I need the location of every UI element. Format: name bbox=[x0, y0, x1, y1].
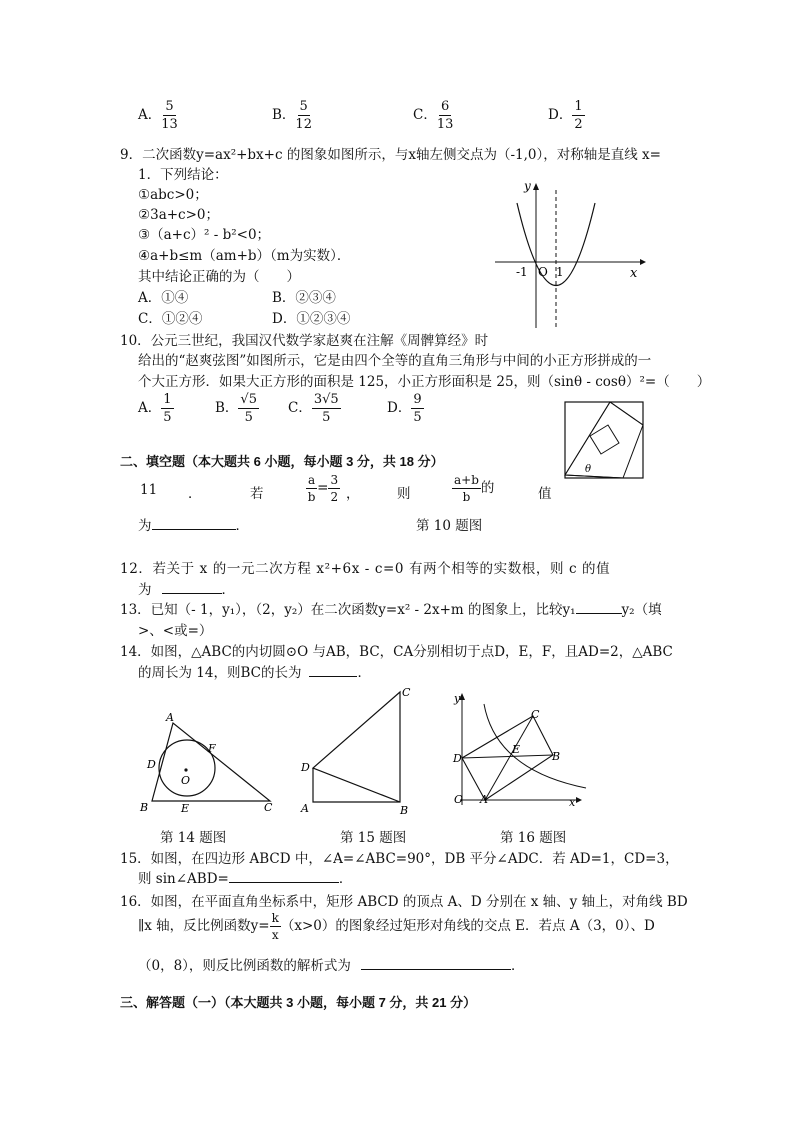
q9-parabola-graph bbox=[490, 178, 650, 338]
small-square bbox=[590, 425, 619, 454]
q9-option-d: D．①②③④ bbox=[272, 311, 351, 327]
fig14-label-E: E bbox=[181, 802, 190, 815]
fig16-caption: 第 16 题图 bbox=[500, 830, 567, 846]
q10-option-a: A． $\frac{1}{5}$ bbox=[138, 392, 172, 425]
fig15-label-A: A bbox=[301, 802, 309, 815]
fig16-label-B: B bbox=[552, 750, 561, 763]
q10-option-b: B． $\frac{√5}{5}$ bbox=[215, 392, 257, 425]
tick-1: 1 bbox=[556, 265, 564, 279]
q10-option-c: C． $\frac{3√5}{5}$ bbox=[288, 392, 339, 425]
q11-zhi: 值 bbox=[538, 486, 552, 502]
q9-option-c: C．①②④ bbox=[138, 311, 203, 327]
q11-answer-line: 为 ． bbox=[138, 518, 249, 534]
q11-comma: ， bbox=[346, 486, 360, 502]
q8-option-c: C． $\frac{6}{13}$ bbox=[413, 99, 454, 132]
section-3-heading: 三、解答题（一）（本大题共 3 小题，每小题 7 分，共 21 分） bbox=[120, 995, 477, 1010]
fig16-label-D: D bbox=[453, 752, 462, 765]
y-label: y bbox=[524, 179, 531, 193]
quadrilateral-abcd bbox=[313, 692, 400, 802]
q12-answer-line: 为 ． bbox=[138, 582, 235, 598]
q9-line2: 1．下列结论： bbox=[138, 167, 228, 183]
theta-label: θ bbox=[585, 464, 592, 475]
q8-option-b: B． $\frac{5}{12}$ bbox=[272, 99, 312, 132]
x-axis-arrow bbox=[576, 797, 582, 803]
incircle bbox=[159, 740, 215, 796]
fig16-label-O: O bbox=[454, 793, 464, 806]
q16-line1: 16．如图，在平面直角坐标系中，矩形 ABCD 的顶点 A、D 分别在 x 轴、y 轴上，对角线 BD bbox=[120, 894, 688, 910]
fig15-quadrilateral bbox=[298, 684, 418, 817]
q10-line1: 10．公元三世纪，我国汉代数学家赵爽在注解《周髀算经》时 bbox=[120, 333, 489, 349]
q9-option-b: B．②③④ bbox=[272, 290, 336, 306]
fig15-label-D: D bbox=[301, 761, 310, 774]
y-axis-arrow bbox=[533, 183, 539, 190]
q10-line2: 给出的“赵爽弦图”如图所示，它是由四个全等的直角三角形与中间的小正方形拼成的一 bbox=[138, 353, 652, 369]
q14-line2: 的周长为 14，则BC的长为 ． bbox=[138, 665, 371, 681]
q9-line1: 9．二次函数y=ax²+bx+c 的图象如图所示，与x轴左侧交点为（-1,0），对称轴是直线 x= bbox=[120, 147, 661, 163]
q15-answer-line: 则 sin∠ABD= ． bbox=[138, 871, 353, 887]
q9-ask: 其中结论正确的为（ ） bbox=[138, 269, 300, 285]
q11-target-expression: $\frac{a+b}{b}$ 的 bbox=[454, 473, 495, 504]
q16-answer-line: （0，8），则反比例函数的解析式为 ． bbox=[138, 958, 525, 974]
q9-statement-4: ④a+b≤m（am+b）（m为实数）． bbox=[138, 248, 351, 264]
fig14-label-C: C bbox=[264, 801, 273, 814]
q11-dot: ． bbox=[188, 486, 202, 502]
q13-line2: >、<或=） bbox=[138, 623, 213, 639]
origin-label: O bbox=[538, 265, 548, 279]
fig16-label-x: x bbox=[569, 796, 576, 809]
q10-zhao-shuang-diagram bbox=[563, 400, 645, 480]
fig16-label-A: A bbox=[480, 793, 488, 806]
section-2-heading: 二、填空题（本大题共 6 小题，每小题 3 分，共 18 分） bbox=[120, 454, 444, 469]
q12-line1: 12．若关于 x 的一元二次方程 x²+6x - c=0 有两个相等的实数根，则 c 的值 bbox=[120, 561, 611, 577]
x-label: x bbox=[630, 266, 638, 281]
fig15-label-C: C bbox=[402, 686, 411, 699]
q10-option-d: D． $\frac{9}{5}$ bbox=[387, 392, 422, 425]
q11-number: 11 bbox=[140, 482, 158, 498]
q10-line3: 个大正方形．如果大正方形的面积是 125，小正方形面积是 25，则（sinθ - cosθ）²=（ ） bbox=[138, 374, 711, 390]
fig16-label-E: E bbox=[512, 743, 521, 756]
inner-tilted-square bbox=[565, 402, 643, 478]
q11-ruo: 若 bbox=[250, 486, 264, 502]
q8-option-d: D． $\frac{1}{2}$ bbox=[548, 99, 583, 132]
large-square bbox=[565, 402, 643, 478]
q11-ze: 则 bbox=[397, 486, 411, 502]
fig16-rectangle-hyperbola bbox=[448, 690, 588, 815]
q13-line1: 13．已知（- 1，y₁），（2，y₂）在二次函数y=x² - 2x+m 的图象上，比较y₁ y₂（填 bbox=[120, 602, 662, 618]
center-point bbox=[184, 768, 187, 771]
fig14-label-B: B bbox=[140, 801, 149, 814]
q10-caption: 第 10 题图 bbox=[416, 518, 483, 534]
fig15-label-B: B bbox=[400, 804, 409, 817]
diagonal-bd bbox=[462, 755, 553, 758]
x-axis-arrow bbox=[640, 259, 646, 265]
fig16-label-C: C bbox=[531, 708, 540, 721]
q9-option-a: A．①④ bbox=[138, 290, 189, 306]
q9-statement-1: ①abc>0； bbox=[138, 187, 208, 203]
fig14-label-O: O bbox=[181, 774, 191, 787]
q8-option-a: A． $\frac{5}{13}$ bbox=[138, 99, 178, 132]
q9-statement-3: ③（a+c）² - b²<0； bbox=[138, 227, 271, 243]
fig14-label-A: A bbox=[166, 711, 174, 724]
fig14-label-F: F bbox=[208, 742, 216, 755]
fig15-caption: 第 15 题图 bbox=[340, 830, 407, 846]
fig16-label-y: y bbox=[454, 692, 461, 705]
q14-line1: 14．如图，△ABC的内切圆⊙O 与AB，BC，CA分别相切于点D，E，F，且AD=2，△ABC bbox=[120, 644, 673, 660]
q9-statement-2: ②3a+c>0； bbox=[138, 207, 220, 223]
fig14-triangle-incircle bbox=[140, 708, 280, 818]
q11-given-ratio: $\frac{a}{b}$ = $\frac{3}{2}$ bbox=[307, 473, 339, 504]
q16-line2: ∥x 轴，反比例函数y= $\frac{k}{x}$ （x>0）的图象经过矩形对角线的交点 E．若点 A（3，0）、D bbox=[138, 911, 655, 942]
tick-neg1: -1 bbox=[516, 265, 528, 279]
q15-line1: 15．如图，在四边形 ABCD 中，∠A=∠ABC=90°，DB 平分∠ADC．若 AD=1，CD=3， bbox=[120, 851, 679, 867]
fig14-caption: 第 14 题图 bbox=[160, 830, 227, 846]
fig14-label-D: D bbox=[147, 758, 156, 771]
